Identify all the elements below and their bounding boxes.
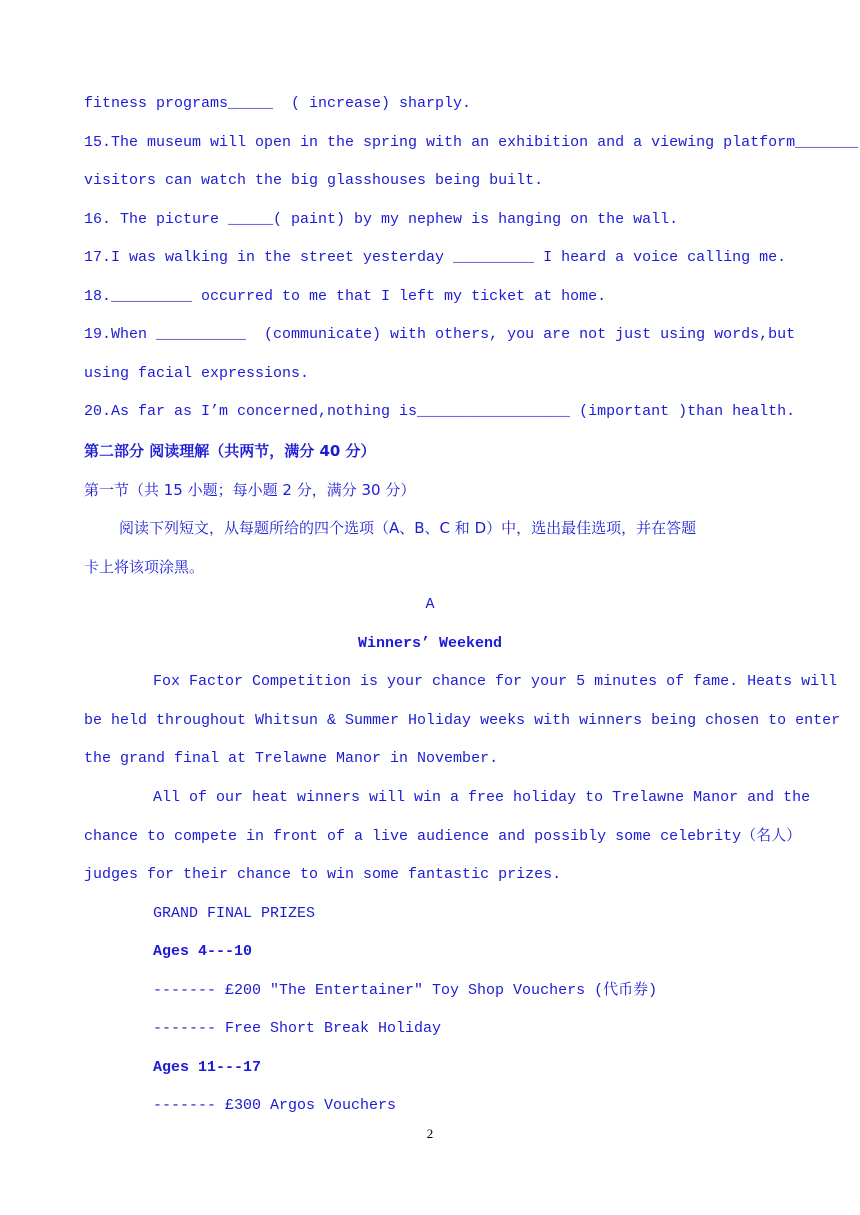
age-group-2: Ages 11---17 bbox=[153, 1059, 262, 1076]
para1-line3: the grand final at Trelawne Manor in November. bbox=[84, 750, 499, 767]
para1-line2: be held throughout Whitsun & Summer Holiday weeks with winners being chosen to enter bbox=[84, 712, 841, 729]
section2-subheading: 第一节（共 15 小题；每小题 2 分，满分 30 分） bbox=[84, 481, 416, 499]
q20: 20.As far as I’m concerned,nothing is_________________ (important )than health. bbox=[84, 403, 796, 420]
q15-line2: visitors can watch the big glasshouses being built. bbox=[84, 172, 544, 189]
q19-line2: using facial expressions. bbox=[84, 365, 310, 382]
q14-tail: fitness programs_____ ( increase) sharply. bbox=[84, 95, 472, 112]
q16: 16. The picture _____( paint) by my nephew is hanging on the wall. bbox=[84, 211, 679, 228]
section2-instructions-line2: 卡上将该项涂黑。 bbox=[84, 558, 205, 576]
section2-heading: 第二部分 阅读理解（共两节，满分 40 分） bbox=[84, 442, 376, 460]
age-group-1: Ages 4---10 bbox=[153, 943, 253, 960]
prizes-heading: GRAND FINAL PRIZES bbox=[153, 905, 316, 922]
prize-1a: ------- £200 "The Entertainer" Toy Shop Vouchers (代币券) bbox=[153, 982, 658, 999]
q15-line1: 15.The museum will open in the spring with an exhibition and a viewing platform_______ bbox=[84, 134, 859, 151]
prize-2a: ------- £300 Argos Vouchers bbox=[153, 1097, 397, 1114]
passage-letter: A bbox=[425, 596, 435, 613]
section2-instructions-line1: 阅读下列短文，从每题所给的四个选项（A、B、C 和 D）中，选出最佳选项，并在答题 bbox=[119, 519, 697, 537]
para2-line3: judges for their chance to win some fantastic prizes. bbox=[84, 866, 562, 883]
q18: 18._________ occurred to me that I left my ticket at home. bbox=[84, 288, 607, 305]
para1-line1: Fox Factor Competition is your chance for your 5 minutes of fame. Heats will bbox=[153, 673, 838, 690]
page-number: 2 bbox=[426, 1126, 434, 1141]
para2-line1: All of our heat winners will win a free holiday to Trelawne Manor and the bbox=[153, 789, 811, 806]
para2-line2: chance to compete in front of a live audience and possibly some celebrity（名人） bbox=[84, 828, 802, 845]
q17: 17.I was walking in the street yesterday _________ I heard a voice calling me. bbox=[84, 249, 787, 266]
prize-1b: ------- Free Short Break Holiday bbox=[153, 1020, 442, 1037]
q19-line1: 19.When __________ (communicate) with others, you are not just using words,but bbox=[84, 326, 796, 343]
passage-title: Winners’ Weekend bbox=[357, 635, 503, 652]
